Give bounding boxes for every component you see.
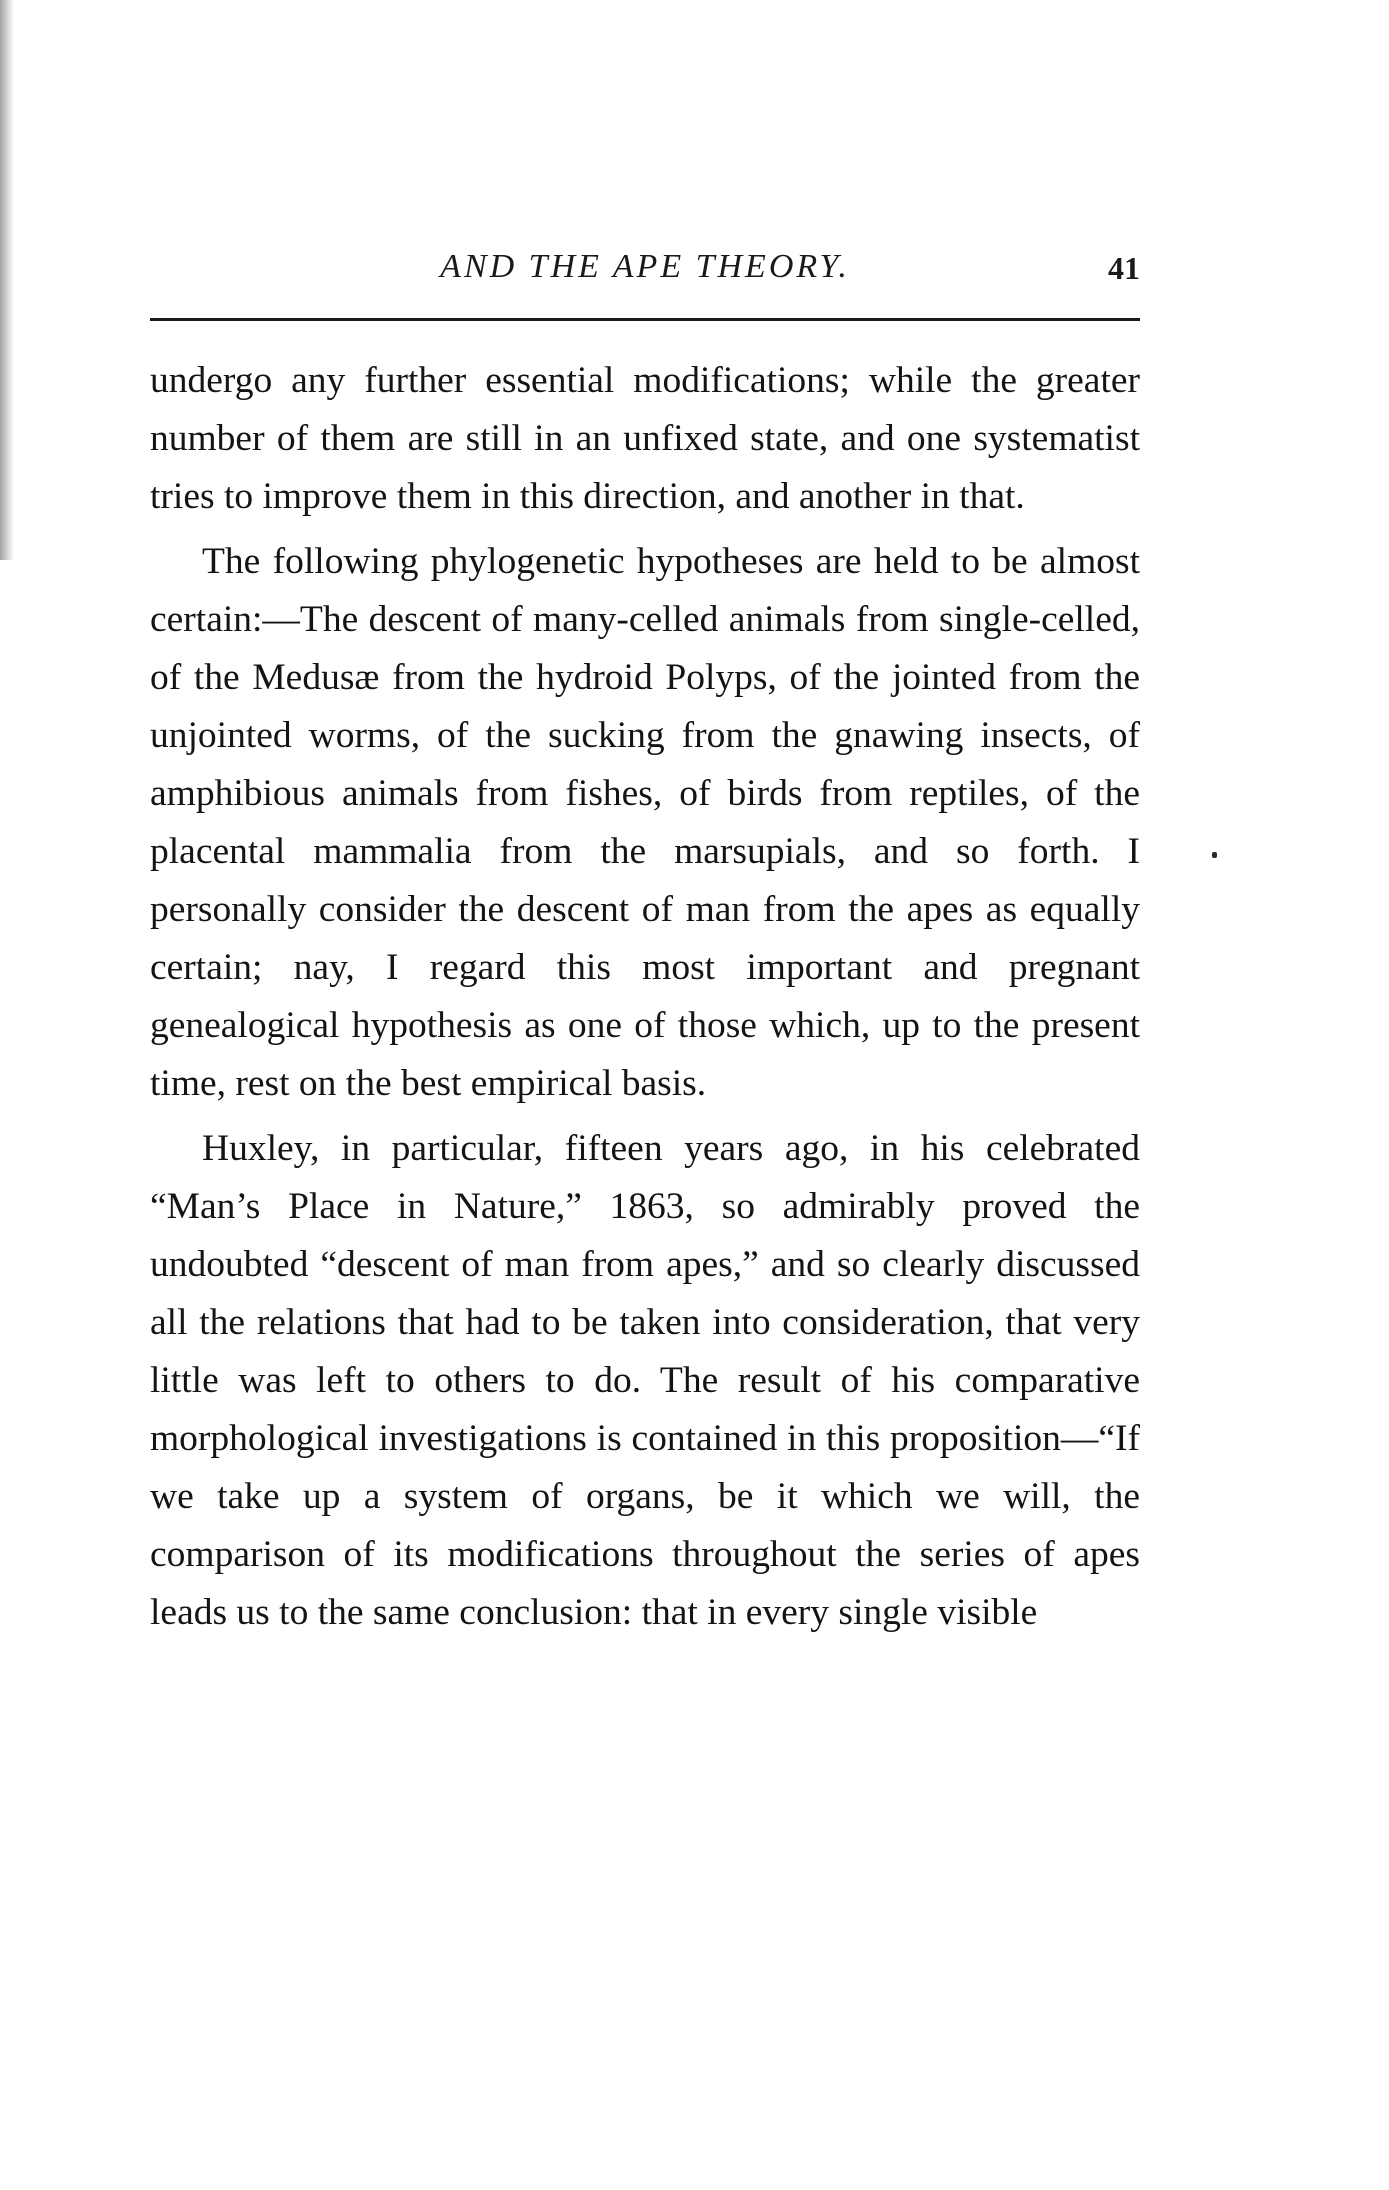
ink-speck [1212, 852, 1217, 858]
paragraph-continuation: undergo any further essential modifications; while the greater number of them are still in an unfixed state, and one systematist tries to improve them in this direction, and another in that. [150, 360, 1140, 517]
paragraph-huxley: Huxley, in particular, fifteen years ago, in his celebrated “Man’s Place in Nature,” 1863, so admirably proved the undoubted “descent of man from apes,” and so clearly discussed all the relations that had to be taken into consideration, that very little was left to others to do. The result of his comparative morphological investigations is contained in this proposition—“If we take up a system of organs, be it which we will, the comparison of its modifications throughout the series of apes leads us to the same conclusion: that in every single visible [150, 1128, 1140, 1633]
page-number: 41 [1108, 250, 1140, 286]
binding-shadow [0, 0, 14, 560]
running-head [150, 248, 1140, 296]
header-rule [150, 318, 1140, 321]
body-text [150, 352, 1140, 1649]
paragraph-phylogenetic-hypotheses: The following phylogenetic hypotheses are held to be almost certain:—The descent of many-celled animals from single-celled, of the Medusæ from the hydroid Polyps, of the jointed from the unjointed worms, of the sucking from the gnawing insects, of amphibious animals from fishes, of birds from reptiles, of the placental mammalia from the marsupials, and so forth. I personally consider the descent of man from the apes as equally certain; nay, I regard this most important and pregnant genealogical hypothesis as one of those which, up to the present time, rest on the best empirical basis. [150, 541, 1140, 1104]
running-title: AND THE APE THEORY. [440, 248, 850, 285]
